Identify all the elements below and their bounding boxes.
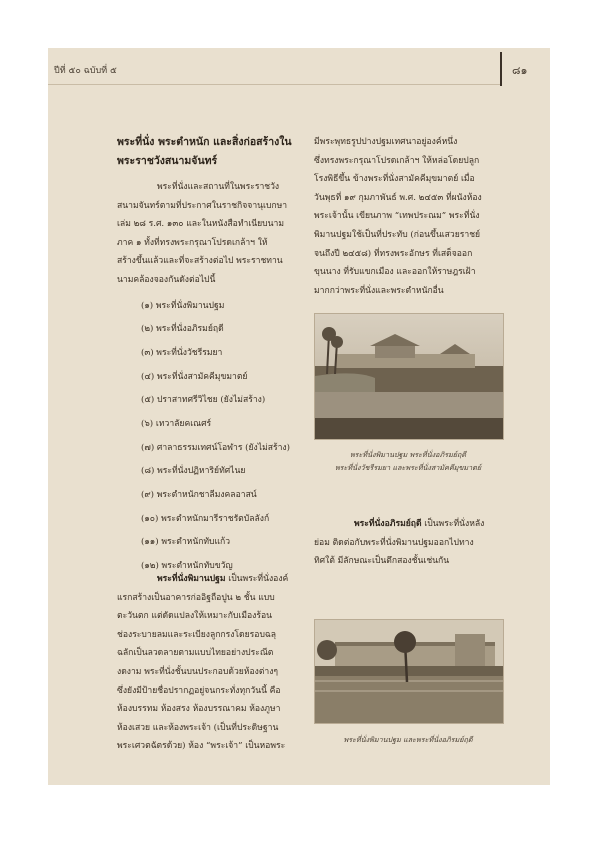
list-item: (๘) พระที่นั่งปฏิหาริย์ทัศไนย (141, 466, 246, 477)
paragraph-line: งดงาม พระที่นั่งชั้นบนประกอบด้วยห้องต่างๆ (117, 666, 279, 677)
paragraph-line: เล่ม ๒๘ ร.ศ. ๑๓๐ และในหนังสือทำเนียบนาม (117, 219, 284, 230)
caption-line: พระที่นั่งวัชรีรมยา และพระที่นั่งสามัคคีมุขมาตย์ (334, 463, 482, 472)
page-number: ๘๑ (512, 64, 528, 77)
list-item: (๑๑) พระตำหนักทับแก้ว (141, 537, 231, 548)
paragraph-line: พิมานปฐมใช้เป็นที่ประทับ (ก่อนขึ้นเสวยราชย์ (314, 229, 481, 240)
right-column-paragraph (314, 133, 504, 300)
paragraph-line: ห้องเสวย และห้องพระเจ้า (เป็นที่ประดิษฐาน (117, 722, 279, 733)
paragraph-line (314, 515, 504, 534)
section3-paragraph (314, 515, 504, 571)
paragraph-line (117, 570, 305, 589)
paragraph-line: พระเจ้านั้น เขียนภาพ “เทพประณม” พระที่นั่ง (314, 211, 480, 222)
paragraph-line: แรกสร้างเป็นอาคารก่ออิฐถือปูน ๒ ชั้น แบบ (117, 592, 275, 603)
section3-lead: พระที่นั่งอภิรมย์ฤดี (354, 519, 422, 529)
paragraph-line: ภาค ๑ ทั้งที่ทรงพระกรุณาโปรดเกล้าฯ ให้ (117, 237, 268, 248)
paragraph-line: ทิศใต้ มีลักษณะเป็นตึกสองชั้นเช่นกัน (314, 556, 450, 567)
photo-palace-lawn-image (315, 620, 503, 723)
list-item: (๖) เทวาลัยคเณศร์ (141, 419, 212, 429)
paragraph-line: วันพุธที่ ๑๙ กุมภาพันธ์ พ.ศ. ๒๔๕๓ ที่ผนังห้อง (314, 192, 482, 203)
photo2-caption: พระที่นั่งพิมานปฐม และพระที่นั่งอภิรมย์ฤดี (343, 735, 473, 744)
list-item: (๙) พระตำหนักชาลีมงคลอาสน์ (141, 490, 257, 501)
paragraph-line: มากกว่าพระที่นั่งและพระตำหนักอื่น (314, 285, 444, 296)
paragraph-line: ซึ่งยังมีป้ายชื่อปรากฏอยู่จนกระทั่งทุกวันนี้ คือ (117, 685, 281, 696)
paragraph-text: เป็นพระที่นั่งองค์ (225, 574, 289, 584)
photo-palace-river (314, 313, 504, 440)
issue-header: ปีที่ ๕๐ ฉบับที่ ๕ (54, 66, 117, 76)
section-title-line: พระราชวังสนามจันทร์ (117, 155, 218, 167)
paragraph-line: มีพระพุทธรูปปางปฐมเทศนาอยู่องค์หนึ่ง (314, 137, 458, 147)
paragraph-line: ตะวันตก แต่ดัดแปลงให้เหมาะกับเมืองร้อน (117, 611, 272, 622)
paragraph-line: สร้างขึ้นแล้วและที่จะสร้างต่อไป พระราชทาน (117, 256, 283, 267)
header-rule (48, 84, 500, 85)
photo-palace-river-image (315, 314, 503, 439)
list-item: (๓) พระที่นั่งวัชรีรมยา (141, 347, 223, 358)
list-item: (๑๒) พระตำหนักทับขวัญ (141, 561, 233, 572)
section-title-line: พระที่นั่ง พระตำหนัก และสิ่งก่อสร้างใน (117, 136, 292, 148)
paragraph-line: ฉลักเป็นลวดลายตามแบบไทยอย่างประณีต (117, 648, 274, 659)
list-item: (๔) พระที่นั่งสามัคคีมุขมาตย์ (141, 371, 248, 382)
paragraph-line: ช่องระบายลมและระเบียงลูกกรงโดยรอบฉลุ (117, 629, 277, 640)
caption-line: พระที่นั่งพิมานปฐม พระที่นั่งอภิรมย์ฤดี (349, 450, 467, 459)
left-column (117, 133, 303, 579)
paragraph-line: สนามจันทร์ตามที่ประกาศในราชกิจจานุเบกษา (117, 200, 288, 211)
list-item: (๑๐) พระตำหนักมารีราชรัตบัลลังก์ (141, 513, 270, 524)
paragraph-line: พระที่นั่งและสถานที่ในพระราชวัง (157, 182, 280, 192)
list-item: (๑) พระที่นั่งพิมานปฐม (141, 300, 225, 311)
photo1-caption (314, 448, 502, 474)
paragraph-line: ย่อม ติดต่อกับพระที่นั่งพิมานปฐมออกไปทาง (314, 537, 474, 548)
header-divider (500, 52, 502, 86)
section2-paragraph (117, 570, 305, 756)
paragraph-line: ขุนนาง ที่รับแขกเมือง และออกให้ราษฎรเฝ้า (314, 267, 476, 278)
paragraph-line: ซึ่งทรงพระกรุณาโปรดเกล้าฯ ให้หล่อโดยปลูก (314, 155, 480, 166)
paragraph-line: จนถึงปี ๒๔๕๘) ที่ทรงพระอักษร ที่เสด็จออก (314, 248, 473, 259)
section2-lead: พระที่นั่งพิมานปฐม (157, 574, 226, 584)
list-item: (๒) พระที่นั่งอภิรมย์ฤดี (141, 324, 224, 335)
paragraph-line: นามคล้องจองกันดังต่อไปนี้ (117, 274, 216, 285)
paragraph-line: โรงพิธีขึ้น ข้างพระที่นั่งสามัคคีมุขมาตย์ เมื่อ (314, 174, 475, 185)
section-title (117, 133, 303, 171)
paragraph-text: เป็นพระที่นั่งหลัง (421, 519, 485, 529)
paragraph-line: ห้องบรรทม ห้องสรง ห้องบรรณาคม ห้องภูษา (117, 704, 281, 715)
paragraph-line: พระเศวตฉัตรด้วย) ห้อง “พระเจ้า” เป็นหอพระ (117, 741, 286, 752)
list-item: (๕) ปราสาทศรีวิไชย (ยังไม่สร้าง) (141, 395, 266, 406)
list-item: (๗) ศาลาธรรมเทศน์โอฬาร (ยังไม่สร้าง) (141, 442, 290, 453)
throne-hall-list (117, 295, 303, 579)
intro-paragraph (117, 178, 303, 290)
photo-palace-lawn (314, 619, 504, 724)
